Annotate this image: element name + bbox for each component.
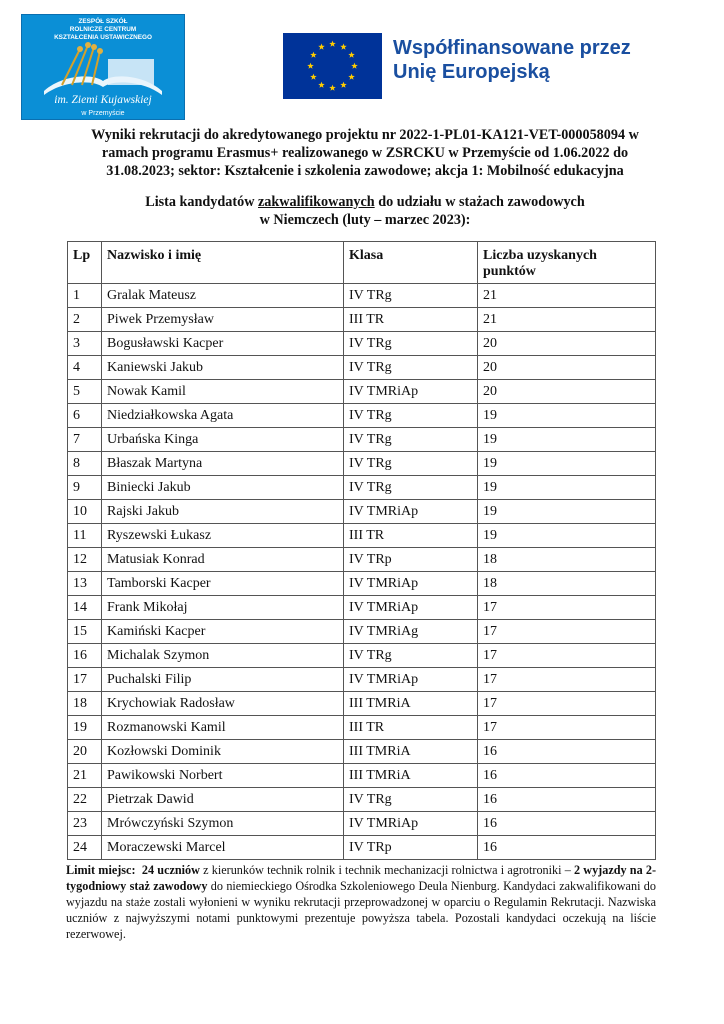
cell-points: 19: [478, 428, 656, 452]
cell-lp: 21: [68, 764, 102, 788]
table-row: [68, 716, 656, 740]
cell-name: Biniecki Jakub: [102, 476, 344, 500]
eu-star-icon: [329, 41, 335, 47]
cell-points: 17: [478, 692, 656, 716]
cell-class: III TMRiA: [344, 764, 478, 788]
table-row: [68, 404, 656, 428]
cell-name: Gralak Mateusz: [102, 284, 344, 308]
cell-class: IV TRg: [344, 404, 478, 428]
school-logo: [21, 14, 185, 120]
cell-name: Matusiak Konrad: [102, 548, 344, 572]
table-row: [68, 668, 656, 692]
cell-class: IV TRg: [344, 332, 478, 356]
cell-points: 21: [478, 284, 656, 308]
cell-class: III TR: [344, 308, 478, 332]
eu-stars: [283, 33, 382, 99]
cell-name: Tamborski Kacper: [102, 572, 344, 596]
cell-lp: 18: [68, 692, 102, 716]
eu-star-icon: [340, 82, 346, 88]
cell-points: 19: [478, 476, 656, 500]
cell-points: 16: [478, 836, 656, 860]
cell-points: 17: [478, 596, 656, 620]
cell-name: Rozmanowski Kamil: [102, 716, 344, 740]
school-title-line: ZESPÓŁ SZKÓŁ: [78, 18, 128, 25]
cell-name: Puchalski Filip: [102, 668, 344, 692]
cell-class: IV TRg: [344, 356, 478, 380]
cell-name: Moraczewski Marcel: [102, 836, 344, 860]
cell-name: Kamiński Kacper: [102, 620, 344, 644]
school-name: im. Ziemi Kujawskiej: [54, 94, 152, 106]
table-row: [68, 500, 656, 524]
eu-star-icon: [310, 74, 316, 80]
eu-flag: [283, 33, 382, 99]
cell-name: Pawikowski Norbert: [102, 764, 344, 788]
cell-name: Urbańska Kinga: [102, 428, 344, 452]
cell-points: 21: [478, 308, 656, 332]
cell-class: IV TMRiAp: [344, 380, 478, 404]
eu-star-icon: [340, 44, 346, 50]
table-row: [68, 596, 656, 620]
eu-star-icon: [348, 74, 354, 80]
header-lp: Lp: [68, 242, 102, 284]
footer-trips: 2 wyjazdy na 2- tygodniowy staż zawodowy: [66, 863, 657, 893]
cell-class: III TR: [344, 716, 478, 740]
cell-lp: 12: [68, 548, 102, 572]
cell-name: Mrówczyński Szymon: [102, 812, 344, 836]
cell-class: III TR: [344, 524, 478, 548]
cell-lp: 6: [68, 404, 102, 428]
table-row: [68, 524, 656, 548]
cell-lp: 15: [68, 620, 102, 644]
cell-lp: 11: [68, 524, 102, 548]
cell-lp: 17: [68, 668, 102, 692]
cell-points: 19: [478, 404, 656, 428]
cell-lp: 24: [68, 836, 102, 860]
cell-class: IV TMRiAp: [344, 500, 478, 524]
cell-name: Błaszak Martyna: [102, 452, 344, 476]
table-row: [68, 644, 656, 668]
cell-class: IV TRp: [344, 548, 478, 572]
cell-lp: 2: [68, 308, 102, 332]
cell-class: III TMRiA: [344, 692, 478, 716]
table-row: [68, 332, 656, 356]
cell-lp: 23: [68, 812, 102, 836]
footer-text-1: z kierunków technik rolnik i technik mechanizacji rolnictwa i agrotroniki –: [199, 863, 574, 877]
eu-star-icon: [348, 52, 354, 58]
eu-line-1: Współfinansowane przez: [393, 37, 631, 59]
footer-text-2: do niemieckiego Ośrodka Szkoleniowego Deula Nienburg. Kandydaci zakwalifikowani do wyjazdu na staże zostali wyłonieni w wyniku rekrutacji przeprowadzonej w oparciu o Regulamin Rekrutacji. Nazwiska uczniów z najwyższymi notami punktowymi prezentuje powyższa tabela. Pozostali kandydaci oczekują na liście rezerwowej.: [66, 879, 656, 941]
header-points: Liczba uzyskanych punktów: [478, 242, 656, 284]
footer-count: 24 uczniów: [141, 863, 200, 877]
cell-points: 17: [478, 620, 656, 644]
table-row: [68, 812, 656, 836]
results-table: [67, 241, 656, 860]
cell-name: Kaniewski Jakub: [102, 356, 344, 380]
cell-lp: 1: [68, 284, 102, 308]
cell-name: Michalak Szymon: [102, 644, 344, 668]
eu-cofinancing-label: [393, 36, 631, 84]
cell-name: Ryszewski Łukasz: [102, 524, 344, 548]
cell-class: IV TRp: [344, 836, 478, 860]
header-class: Klasa: [344, 242, 478, 284]
eu-star-icon: [307, 63, 313, 69]
cell-class: IV TMRiAp: [344, 812, 478, 836]
eu-star-icon: [318, 82, 324, 88]
cell-class: IV TMRiAp: [344, 668, 478, 692]
school-title-line: KSZTAŁCENIA USTAWICZNEGO: [54, 34, 152, 41]
cell-points: 17: [478, 716, 656, 740]
cell-class: IV TRg: [344, 476, 478, 500]
cell-points: 19: [478, 500, 656, 524]
cell-points: 19: [478, 524, 656, 548]
list-title-after: do udziału w stażach zawodowych: [374, 194, 585, 210]
cell-points: 18: [478, 572, 656, 596]
recruitment-intro: Wyniki rekrutacji do akredytowanego projektu nr 2022-1-PL01-KA121-VET-000058094 w ramach programu Erasmus+ realizowanego w ZSRCKU w Przemyście od 1.06.2022 do 31.08.2023; sektor: Kształcenie i szkolenia zawodowe; akcja 1: Mobilność edukacyjna: [91, 127, 639, 179]
eu-star-icon: [310, 52, 316, 58]
table-row: [68, 356, 656, 380]
cell-class: III TMRiA: [344, 740, 478, 764]
footer-note: [66, 862, 656, 942]
cell-class: IV TRg: [344, 788, 478, 812]
cell-class: IV TMRiAg: [344, 620, 478, 644]
table-row: [68, 572, 656, 596]
cell-name: Bogusławski Kacper: [102, 332, 344, 356]
cell-points: 20: [478, 332, 656, 356]
cell-name: Piwek Przemysław: [102, 308, 344, 332]
table-row: [68, 428, 656, 452]
school-title-line: ROLNICZE CENTRUM: [69, 26, 137, 33]
list-title-before: Lista kandydatów: [145, 194, 258, 210]
table-row: [68, 308, 656, 332]
cell-points: 18: [478, 548, 656, 572]
cell-lp: 13: [68, 572, 102, 596]
cell-name: Frank Mikołaj: [102, 596, 344, 620]
cell-lp: 5: [68, 380, 102, 404]
table-row: [68, 380, 656, 404]
table-row: [68, 452, 656, 476]
cell-lp: 9: [68, 476, 102, 500]
header-name: Nazwisko i imię: [102, 242, 344, 284]
cell-lp: 19: [68, 716, 102, 740]
table-row: [68, 692, 656, 716]
cell-lp: 4: [68, 356, 102, 380]
cell-name: Kozłowski Dominik: [102, 740, 344, 764]
cell-class: IV TRg: [344, 428, 478, 452]
cell-name: Nowak Kamil: [102, 380, 344, 404]
cell-points: 20: [478, 380, 656, 404]
cell-class: IV TRg: [344, 452, 478, 476]
cell-points: 16: [478, 740, 656, 764]
cell-points: 16: [478, 812, 656, 836]
list-title-underlined: zakwalifikowanych: [258, 194, 375, 210]
cell-class: IV TMRiAp: [344, 596, 478, 620]
cell-lp: 7: [68, 428, 102, 452]
list-title-line2: w Niemczech (luty – marzec 2023):: [259, 212, 471, 228]
cell-class: IV TRg: [344, 284, 478, 308]
eu-star-icon: [329, 85, 335, 91]
cell-points: 17: [478, 668, 656, 692]
table-row: [68, 764, 656, 788]
table-row: [68, 476, 656, 500]
table-row: [68, 620, 656, 644]
cell-lp: 14: [68, 596, 102, 620]
cell-name: Rajski Jakub: [102, 500, 344, 524]
table-row: [68, 836, 656, 860]
table-row: [68, 788, 656, 812]
cell-points: 19: [478, 452, 656, 476]
eu-star-icon: [351, 63, 357, 69]
table-row: [68, 740, 656, 764]
cell-points: 17: [478, 644, 656, 668]
cell-lp: 16: [68, 644, 102, 668]
list-title: [70, 193, 660, 229]
cell-points: 16: [478, 764, 656, 788]
cell-lp: 22: [68, 788, 102, 812]
cell-name: Niedziałkowska Agata: [102, 404, 344, 428]
table-header-row: [68, 242, 656, 284]
cell-class: IV TMRiAp: [344, 572, 478, 596]
cell-name: Krychowiak Radosław: [102, 692, 344, 716]
eu-star-icon: [318, 44, 324, 50]
cell-points: 20: [478, 356, 656, 380]
cell-lp: 20: [68, 740, 102, 764]
cell-points: 16: [478, 788, 656, 812]
eu-line-2: Unię Europejską: [393, 61, 550, 83]
table-row: [68, 548, 656, 572]
table-row: [68, 284, 656, 308]
cell-lp: 10: [68, 500, 102, 524]
cell-class: IV TRg: [344, 644, 478, 668]
school-city: w Przemyście: [81, 110, 125, 117]
cell-lp: 3: [68, 332, 102, 356]
cell-lp: 8: [68, 452, 102, 476]
footer-label: Limit miejsc:: [66, 863, 136, 877]
cell-name: Pietrzak Dawid: [102, 788, 344, 812]
